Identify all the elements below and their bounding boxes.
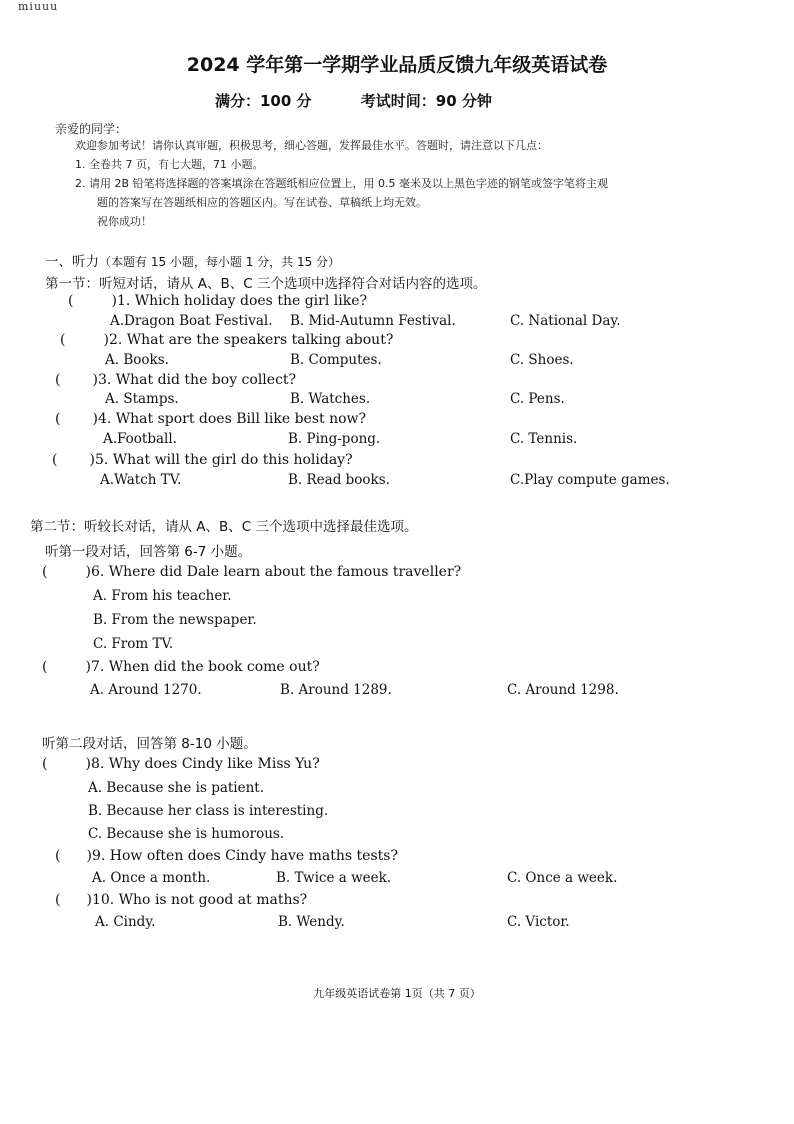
question-1: ( )1. Which holiday does the girl like? (68, 293, 367, 309)
q10-option-a: A. Cindy. (95, 914, 156, 930)
answer-bracket: ( (68, 293, 74, 309)
q6-option-c: C. From TV. (93, 636, 174, 652)
q9-option-b: B. Twice a week. (276, 870, 392, 886)
q5-option-b: B. Read books. (288, 472, 390, 488)
q8-option-b: B. Because her class is interesting. (88, 803, 329, 819)
answer-bracket: ( (60, 332, 66, 348)
notice-greeting: 亲爱的同学： (55, 122, 128, 136)
dialogue2-instruction: 听第二段对话，回答第 8-10 小题。 (42, 736, 257, 752)
page-footer: 九年级英语试卷第 1页（共 7 页） (313, 987, 481, 1000)
q2-option-c: C. Shoes. (510, 352, 574, 368)
question-5: ( )5. What will the girl do this holiday? (52, 452, 353, 468)
q10-option-c: C. Victor. (507, 914, 570, 930)
question-7: ( )7. When did the book come out? (42, 659, 320, 675)
answer-bracket: ( (42, 564, 48, 580)
q3-option-b: B. Watches. (290, 391, 371, 407)
q10-option-b: B. Wendy. (278, 914, 345, 930)
question-stem: 10. Who is not good at maths? (91, 892, 308, 908)
q6-option-a: A. From his teacher. (93, 588, 232, 604)
question-10: ( )10. Who is not good at maths? (55, 892, 308, 908)
q1-option-c: C. National Day. (510, 313, 621, 329)
answer-bracket: ( (55, 411, 61, 427)
question-stem: 5. What will the girl do this holiday? (94, 452, 353, 468)
notice-item-1: 1. 全卷共 7 页，有七大题，71 小题。 (75, 158, 264, 171)
part1-heading (45, 250, 340, 270)
q2-option-a: A. Books. (105, 352, 169, 368)
question-stem: 9. How often does Cindy have maths tests? (91, 848, 398, 864)
q7-option-b: B. Around 1289. (280, 682, 392, 698)
exam-time: 考试时间：90 分钟 (360, 92, 492, 110)
section2-instruction: 第二节：听较长对话，请从 A、B、C 三个选项中选择最佳选项。 (30, 519, 418, 535)
section1-instruction: 第一节：听短对话，请从 A、B、C 三个选项中选择符合对话内容的选项。 (45, 276, 487, 292)
answer-bracket: ( (52, 452, 58, 468)
q9-option-a: A. Once a month. (92, 870, 211, 886)
answer-bracket: ( (55, 848, 61, 864)
score-info (215, 90, 536, 111)
question-6: ( )6. Where did Dale learn about the famous traveller? (42, 564, 462, 580)
scan-corner-mark: miuuu (18, 0, 59, 13)
question-8: ( )8. Why does Cindy like Miss Yu? (42, 756, 320, 772)
answer-bracket: ( (55, 372, 61, 388)
question-stem: 7. When did the book come out? (90, 659, 320, 675)
answer-bracket: ( (55, 892, 61, 908)
q3-option-a: A. Stamps. (105, 391, 179, 407)
full-marks: 满分：100 分 (215, 92, 312, 110)
q7-option-c: C. Around 1298. (507, 682, 619, 698)
page-title: 2024 学年第一学期学业品质反馈九年级英语试卷 (186, 54, 608, 76)
question-stem: 6. Where did Dale learn about the famous traveller? (90, 564, 462, 580)
question-stem: 4. What sport does Bill like best now? (97, 411, 367, 427)
q2-option-b: B. Computes. (290, 352, 382, 368)
notice-item-2-line-2: 题的答案写在答题纸相应的答题区内。写在试卷、草稿纸上均无效。 (97, 196, 427, 209)
q4-option-b: B. Ping-pong. (288, 431, 381, 447)
q5-option-a: A.Watch TV. (100, 472, 182, 488)
q8-option-a: A. Because she is patient. (88, 780, 265, 796)
q4-option-a: A.Football. (103, 431, 177, 447)
notice-wish: 祝你成功！ (97, 215, 152, 228)
q6-option-b: B. From the newspaper. (93, 612, 257, 628)
question-4: ( )4. What sport does Bill like best now? (55, 411, 367, 427)
notice-intro: 欢迎参加考试！请你认真审题，积极思考，细心答题，发挥最佳水平。答题时，请注意以下几点： (75, 139, 548, 152)
question-3: ( )3. What did the boy collect? (55, 372, 297, 388)
dialogue1-instruction: 听第一段对话，回答第 6-7 小题。 (45, 544, 252, 560)
question-2: ( )2. What are the speakers talking about? (60, 332, 394, 348)
q1-option-b: B. Mid-Autumn Festival. (290, 313, 456, 329)
q7-option-a: A. Around 1270. (90, 682, 202, 698)
question-stem: 3. What did the boy collect? (97, 372, 297, 388)
question-stem: 2. What are the speakers talking about? (108, 332, 394, 348)
notice-item-2-line-1: 2. 请用 2B 铅笔将选择题的答案填涂在答题纸相应位置上，用 0.5 毫米及以上黑色字迹的钢笔或签字笔将主观 (75, 177, 609, 190)
question-stem: 8. Why does Cindy like Miss Yu? (90, 756, 320, 772)
q9-option-c: C. Once a week. (507, 870, 618, 886)
question-stem: 1. Which holiday does the girl like? (116, 293, 367, 309)
q4-option-c: C. Tennis. (510, 431, 578, 447)
question-9: ( )9. How often does Cindy have maths tests? (55, 848, 398, 864)
answer-bracket: ( (42, 756, 48, 772)
q5-option-c: C.Play compute games. (510, 472, 670, 488)
q8-option-c: C. Because she is humorous. (88, 826, 285, 842)
part1-heading-note: （本题有 15 小题，每小题 1 分，共 15 分） (99, 255, 341, 269)
q1-option-a: A.Dragon Boat Festival. (110, 313, 273, 329)
q3-option-c: C. Pens. (510, 391, 565, 407)
answer-bracket: ( (42, 659, 48, 675)
part1-heading-title: 一、听力 (45, 254, 99, 270)
